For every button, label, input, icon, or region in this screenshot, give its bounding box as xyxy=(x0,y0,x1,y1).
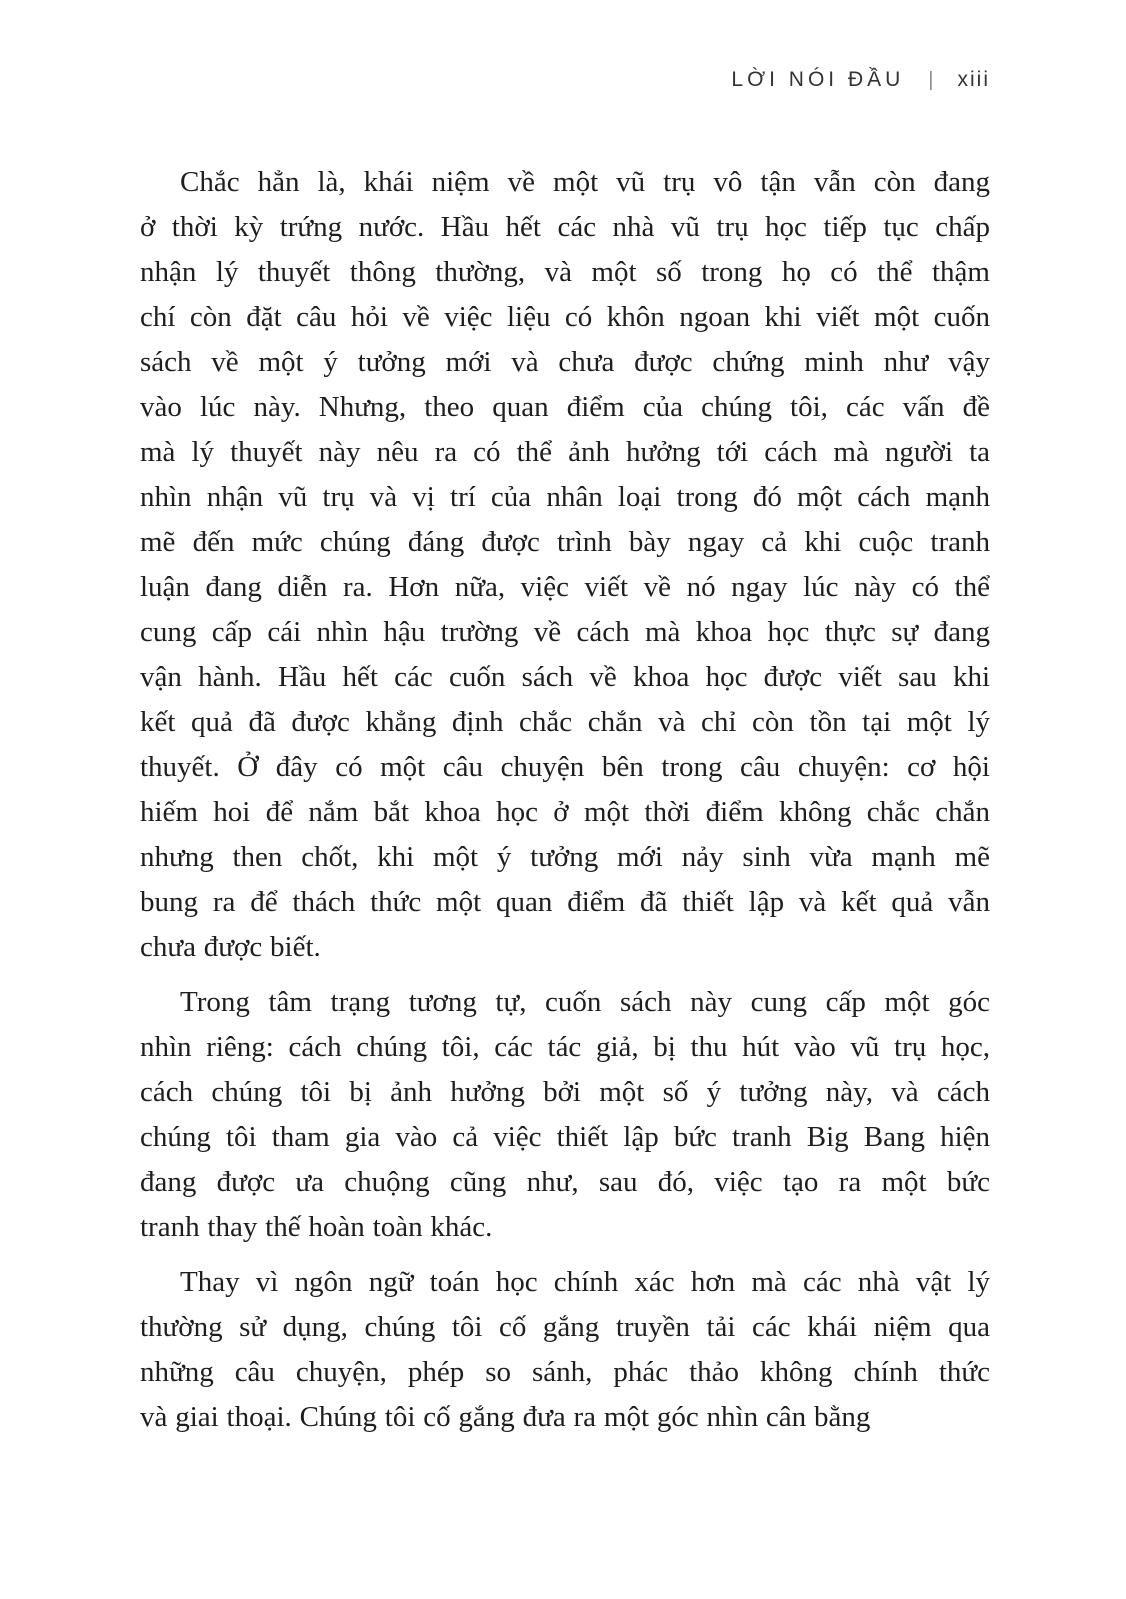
page-header xyxy=(731,68,990,92)
text-line: bung ra để thách thức một quan điểm đã thiết lập và kết quả vẫn xyxy=(140,886,990,918)
text-line: cách chúng tôi bị ảnh hưởng bởi một số ý tưởng này, và cách xyxy=(140,1076,990,1108)
text-line: vào lúc này. Nhưng, theo quan điểm của chúng tôi, các vấn đề xyxy=(140,391,990,423)
text-line: sách về một ý tưởng mới và chưa được chứng minh như vậy xyxy=(140,346,990,378)
text-line: Thay vì ngôn ngữ toán học chính xác hơn mà các nhà vật lý xyxy=(180,1266,990,1298)
text-line: chúng tôi tham gia vào cả việc thiết lập bức tranh Big Bang hiện xyxy=(140,1121,990,1153)
text-line: những câu chuyện, phép so sánh, phác thảo không chính thức xyxy=(140,1356,990,1388)
text-line: kết quả đã được khẳng định chắc chắn và chỉ còn tồn tại một lý xyxy=(140,706,990,738)
text-line: Chắc hẳn là, khái niệm về một vũ trụ vô tận vẫn còn đang xyxy=(180,166,990,198)
text-line: chưa được biết. xyxy=(140,931,321,963)
text-line: luận đang diễn ra. Hơn nữa, việc viết về nó ngay lúc này có thể xyxy=(140,571,990,603)
text-line: nhìn nhận vũ trụ và vị trí của nhân loại trong đó một cách mạnh xyxy=(140,481,990,513)
text-line: nhưng then chốt, khi một ý tưởng mới nảy sinh vừa mạnh mẽ xyxy=(140,841,990,873)
text-line: tranh thay thế hoàn toàn khác. xyxy=(140,1211,493,1243)
text-line: Trong tâm trạng tương tự, cuốn sách này cung cấp một góc xyxy=(180,986,990,1018)
text-line: thường sử dụng, chúng tôi cố gắng truyền tải các khái niệm qua xyxy=(140,1311,990,1343)
text-line: cung cấp cái nhìn hậu trường về cách mà khoa học thực sự đang xyxy=(140,616,990,648)
header-separator: | xyxy=(928,69,934,91)
chapter-title: LỜI NÓI ĐẦU xyxy=(731,68,905,91)
text-line: và giai thoại. Chúng tôi cố gắng đưa ra một góc nhìn cân bằng xyxy=(140,1401,871,1433)
text-line: chí còn đặt câu hỏi về việc liệu có khôn ngoan khi viết một cuốn xyxy=(140,301,990,333)
text-line: thuyết. Ở đây có một câu chuyện bên trong câu chuyện: cơ hội xyxy=(140,751,990,783)
text-line: mà lý thuyết này nêu ra có thể ảnh hưởng tới cách mà người ta xyxy=(140,436,990,468)
text-line: ở thời kỳ trứng nước. Hầu hết các nhà vũ trụ học tiếp tục chấp xyxy=(140,211,990,243)
paragraph xyxy=(140,1260,990,1440)
text-line: nhận lý thuyết thông thường, và một số trong họ có thể thậm xyxy=(140,256,990,288)
text-line: hiếm hoi để nắm bắt khoa học ở một thời điểm không chắc chắn xyxy=(140,796,990,828)
paragraph xyxy=(140,980,990,1250)
text-line: nhìn riêng: cách chúng tôi, các tác giả, bị thu hút vào vũ trụ học, xyxy=(140,1031,990,1063)
text-line: mẽ đến mức chúng đáng được trình bày ngay cả khi cuộc tranh xyxy=(140,526,990,558)
paragraph xyxy=(140,160,990,970)
page-body xyxy=(140,160,990,1440)
text-line: đang được ưa chuộng cũng như, sau đó, việc tạo ra một bức xyxy=(140,1166,990,1198)
text-line: vận hành. Hầu hết các cuốn sách về khoa học được viết sau khi xyxy=(140,661,990,693)
page-number: xiii xyxy=(957,68,990,91)
